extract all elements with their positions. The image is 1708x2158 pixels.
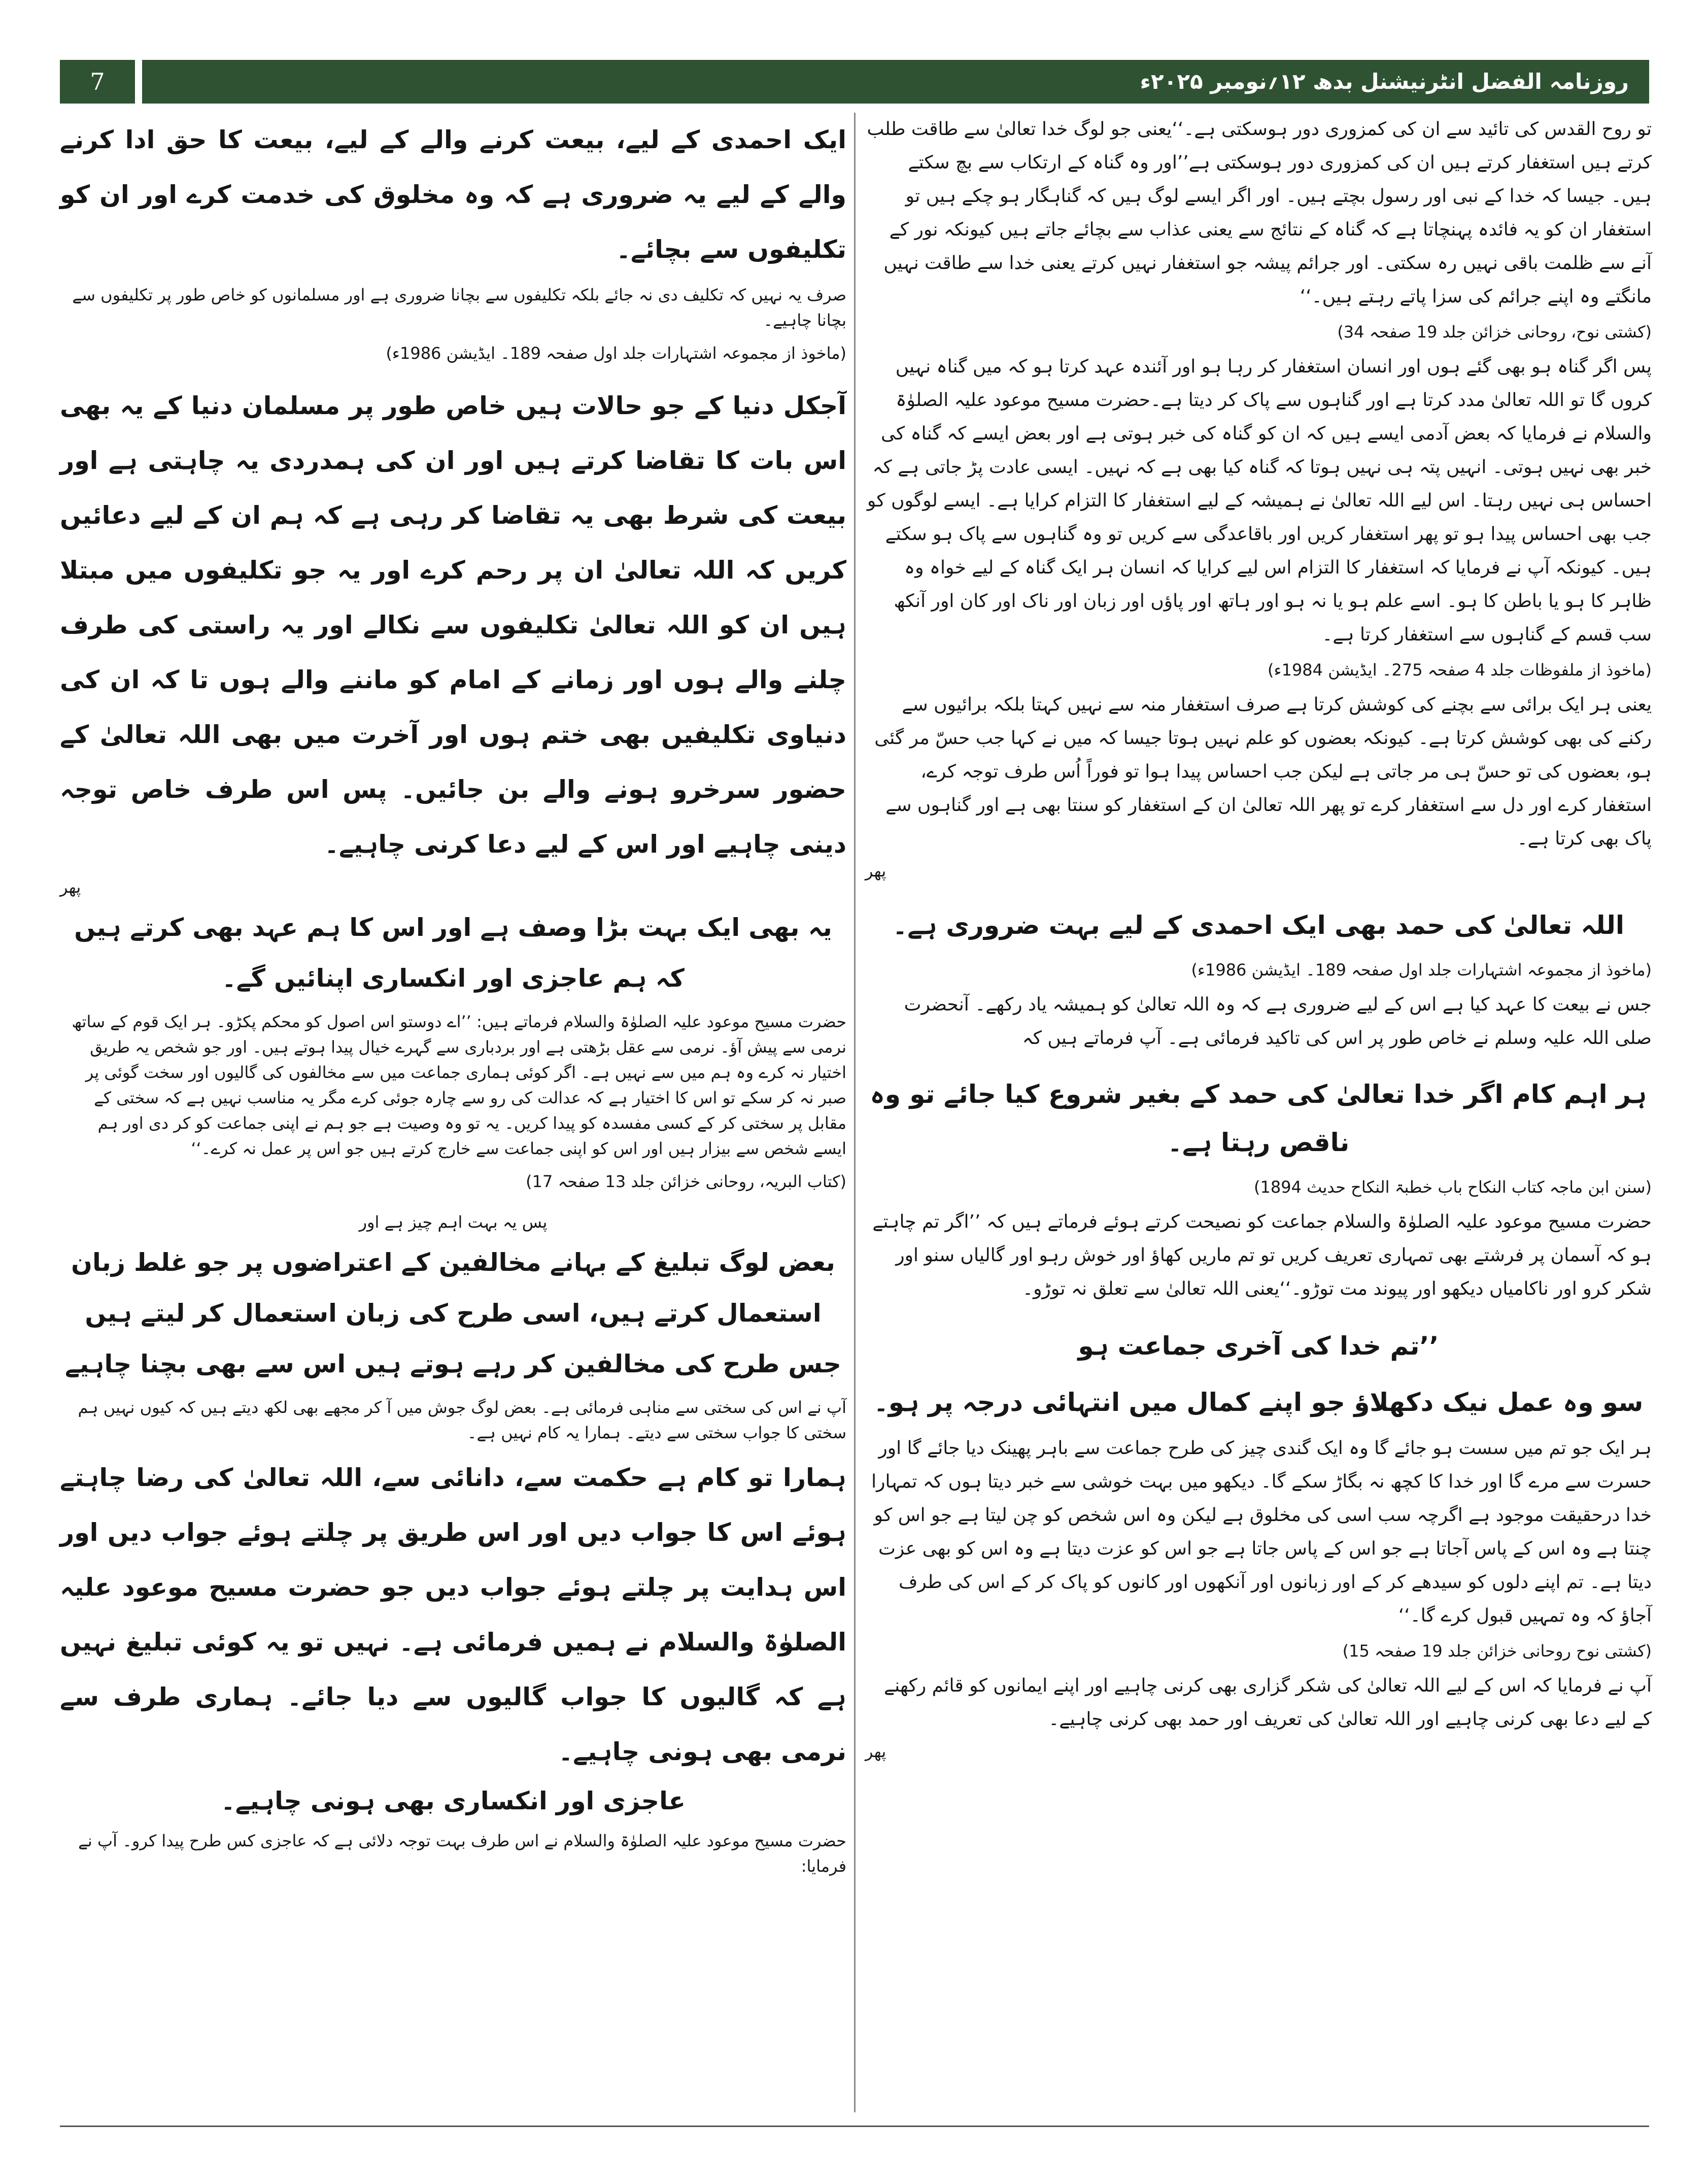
page-number: 7 (60, 60, 135, 104)
left-column (60, 113, 846, 1884)
citation: (سنن ابن ماجہ کتاب النکاح باب خطبۃ النکاح حدیث 1894) (1254, 1177, 1652, 1197)
note-text: آپ نے اس کی سختی سے مناہی فرمائی ہے۔ بعض لوگ جوش میں آ کر مجھے بھی لکھ دیتے ہیں کہ کیوں نہیں ہم سختی کا جواب سختی سے دیتے۔ ہمارا یہ کام نہیں ہے۔ (78, 1398, 846, 1442)
citation: (کتاب البریہ، روحانی خزائن جلد 13 صفحہ 17) (526, 1172, 846, 1191)
continuation-word: پھر (865, 1742, 886, 1761)
note-text: صرف یہ نہیں کہ تکلیف دی نہ جائے بلکہ تکلیفوں سے بچانا ضروری ہے اور مسلمانوں کو خاص طور پر تکلیفوں سے بچانا چاہیے۔ (72, 285, 846, 330)
section-heading: سو وہ عمل نیک دکھلاؤ جو اپنے کمال میں انتہائی درجہ پر ہو۔ (873, 1388, 1644, 1417)
section-heading: ’’تم خدا کی آخری جماعت ہو (1078, 1331, 1439, 1361)
continuation-word: پھر (865, 861, 886, 881)
section-heading: اللہ تعالیٰ کی حمد بھی ایک احمدی کے لیے بہت ضروری ہے۔ (892, 911, 1625, 940)
highlighted-paragraph: یہ بھی ایک بہت بڑا وصف ہے اور اس کا ہم عہد بھی کرتے ہیں کہ ہم عاجزی اور انکساری اپنائیں گے۔ (74, 913, 832, 993)
highlighted-paragraph: عاجزی اور انکساری بھی ہونی چاہیے۔ (221, 1786, 686, 1815)
header-bar (142, 60, 1649, 104)
highlighted-paragraph: ایک احمدی کے لیے، بیعت کرنے والے کے لیے، بیعت کا حق ادا کرنے والے کے لیے یہ ضروری ہے کہ وہ مخلوق کی خدمت کرے اور ان کو تکلیفوں سے بچائے۔ (60, 125, 846, 264)
paragraph: پس اگر گناہ ہو بھی گئے ہوں اور انسان استغفار کر رہا ہو اور آئندہ عہد کرتا ہو کہ میں گناہ نہیں کروں گا تو اللہ تعالیٰ مدد کرتا ہے اور گناہوں سے پاک کر دیتا ہے۔حضرت مسیح موعود علیہ الصلوٰۃ والسلام نے فرمایا کہ بعض آدمی ایسے ہیں کہ ان کو گناہ کی خبر ہوتی ہے اور بعض ایسے کہ گناہ کی خبر بھی نہیں ہوتی۔ انہیں پتہ ہی نہیں ہوتا کہ گناہ کیا بھی ہے کہ نہیں۔ ایسی عادت پڑ جاتی ہے کہ احساس ہی نہیں رہتا۔ اس لیے اللہ تعالیٰ نے ہمیشہ کے لیے استغفار کا التزام کرایا ہے۔ ایسے لوگوں کو جب بھی احساس پیدا ہو تو پھر استغفار کریں اور باقاعدگی سے کریں تو وہ گناہوں سے پاک ہو سکتے ہیں۔ کیونکہ آپ نے فرمایا کہ استغفار کا التزام اس لیے کرایا کہ انسان ہر ایک گناہ کے لیے خواہ وہ ظاہر کا ہو یا باطن کا ہو۔ اسے علم ہو یا نہ ہو اور ہاتھ اور پاؤں اور زبان اور ناک اور کان اور آنکھ سب قسم کے گناہوں سے استغفار کرتا ہے۔ (867, 356, 1652, 645)
paragraph: حضرت مسیح موعود علیہ الصلوٰۃ والسلام جماعت کو نصیحت کرتے ہوئے فرماتے ہیں کہ ’’اگر تم چاہتے ہو کہ آسمان پر فرشتے بھی تمہاری تعریف کریں تو تم ماریں کھاؤ اور خوش رہو اور گالیاں سنو اور شکر کرو اور ناکامیاں دیکھو اور پیوند مت توڑو۔‘‘یعنی اللہ تعالیٰ سے تعلق نہ توڑو۔ (872, 1211, 1652, 1299)
intro-text: پس یہ بہت اہم چیز ہے اور (359, 1212, 548, 1232)
citation: (ماخوذ از مجموعہ اشتہارات جلد اول صفحہ 189۔ ایڈیشن 1986ء) (1191, 960, 1652, 980)
continuation-word: پھر (60, 878, 81, 897)
bottom-rule (60, 2126, 1649, 2127)
newspaper-title: روزنامہ الفضل انٹرنیشنل بدھ ۱۲؍نومبر ۲۰۲۵ء (1140, 69, 1629, 94)
quote-text: حضرت مسیح موعود علیہ الصلوٰۃ والسلام فرماتے ہیں: ’’اے دوستو اس اصول کو محکم پکڑو۔ ہر ایک قوم کے ساتھ نرمی سے پیش آؤ۔ نرمی سے عقل بڑھتی ہے اور بردباری سے گہرے خیال پیدا ہوتے ہیں۔ اور جو شخص یہ طریق اختیار نہ کرے وہ ہم میں سے نہیں ہے۔ اگر کوئی ہماری جماعت میں سے مخالفوں کی گالیوں اور سخت گوئی پر صبر نہ کر سکے تو اس کا اختیار ہے کہ عدالت کی رو سے چارہ جوئی کرے مگر یہ مناسب نہیں ہے کہ سختی کے مقابل پر سختی کر کے کسی مفسدہ کو پیدا کریں۔ یہ تو وہ وصیت ہے جو ہم نے اپنی جماعت کو کر دی اور ہم ایسے شخص سے بیزار ہیں اور اس کو اپنی جماعت سے خارج کرتے ہیں جو اس پر عمل نہ کرے۔‘‘ (72, 1012, 846, 1158)
right-column (865, 113, 1652, 1767)
note-text: حضرت مسیح موعود علیہ الصلوٰۃ والسلام نے اس طرف بہت توجہ دلائی ہے کہ عاجزی کس طرح پیدا کرو۔ آپ نے فرمایا: (78, 1831, 846, 1876)
highlighted-paragraph: آجکل دنیا کے جو حالات ہیں خاص طور پر مسلمان دنیا کے یہ بھی اس بات کا تقاضا کرتے ہیں اور ان کی ہمدردی یہ چاہتی ہے اور بیعت کی شرط بھی یہ تقاضا کر رہی ہے کہ ہم ان کے لیے دعائیں کریں کہ اللہ تعالیٰ ان پر رحم کرے اور یہ جو تکلیفوں میں مبتلا ہیں ان کو اللہ تعالیٰ تکلیفوں سے نکالے اور یہ راستی کی طرف چلنے والے ہوں اور زمانے کے امام کو ماننے والے ہوں تا کہ ان کی دنیاوی تکلیفیں بھی ختم ہوں اور آخرت میں بھی اللہ تعالیٰ کے حضور سرخرو ہونے والے بن جائیں۔ پس اس طرف خاص توجہ دینی چاہیے اور اس کے لیے دعا کرنی چاہیے۔ (60, 391, 846, 859)
paragraph: ہر ایک جو تم میں سست ہو جائے گا وہ ایک گندی چیز کی طرح جماعت سے باہر پھینک دیا جائے گا اور حسرت سے مرے گا اور خدا کا کچھ نہ بگاڑ سکے گا۔ دیکھو میں بہت خوشی سے خبر دیتا ہوں کہ تمہارا خدا درحقیقت موجود ہے اگرچہ سب اسی کی مخلوق ہے لیکن وہ اس شخص کو چن لیتا ہے جو اس کو چنتا ہے وہ اس کے پاس آجاتا ہے جو اس کے پاس جاتا ہے جو اس کو عزت دیتا ہے وہ اس کو بھی عزت دیتا ہے۔ تم اپنے دلوں کو سیدھے کر کے اور زبانوں اور آنکھوں اور کانوں کو پاک کر کے اس کی طرف آجاؤ کہ وہ تمہیں قبول کرے گا۔‘‘ (871, 1438, 1652, 1626)
column-divider (854, 113, 856, 2112)
paragraph: تو روح القدس کی تائید سے ان کی کمزوری دور ہوسکتی ہے۔‘‘یعنی جو لوگ خدا تعالیٰ سے طاقت طلب کرتے ہیں استغفار کرتے ہیں ان کی کمزوری دور ہوسکتی ہے’’اور وہ گناہ کے ارتکاب سے بچ سکتے ہیں۔ جیسا کہ خدا کے نبی اور رسول بچتے ہیں۔ اور اگر ایسے لوگ ہیں کہ گناہگار ہو چکے ہیں تو استغفار ان کو یہ فائدہ پہنچاتا ہے کہ گناہ کے نتائج سے یعنی عذاب سے بچائے جاتے ہیں کیونکہ نور کے آنے سے ظلمت باقی نہیں رہ سکتی۔ اور جرائم پیشہ جو استغفار نہیں کرتے یعنی خدا سے طاقت نہیں مانگتے وہ اپنے جرائم کی سزا پاتے رہتے ہیں۔‘‘ (867, 119, 1652, 307)
citation: (کشتی نوح روحانی خزائن جلد 19 صفحہ 15) (1342, 1641, 1652, 1661)
highlighted-paragraph: بعض لوگ تبلیغ کے بہانے مخالفین کے اعتراضوں پر جو غلط زبان استعمال کرتے ہیں، اسی طرح کی زبان استعمال کر لیتے ہیں جس طرح کی مخالفین کر رہے ہوتے ہیں اس سے بھی بچنا چاہیے (65, 1248, 841, 1378)
citation: (ماخوذ از مجموعہ اشتہارات جلد اول صفحہ 189۔ ایڈیشن 1986ء) (386, 344, 846, 363)
paragraph: جس نے بیعت کا عہد کیا ہے اس کے لیے ضروری ہے کہ وہ اللہ تعالیٰ کو ہمیشہ یاد رکھے۔ آنحضرت صلی اللہ علیہ وسلم نے خاص طور پر اس کی تاکید فرمائی ہے۔ آپ فرماتے ہیں کہ (904, 994, 1652, 1049)
paragraph: یعنی ہر ایک برائی سے بچنے کی کوشش کرتا ہے صرف استغفار منہ سے نہیں کہتا بلکہ برائیوں سے رکنے کی بھی کوشش کرتا ہے۔ کیونکہ بعضوں کو علم نہیں ہوتا جیسا کہ میں نے کہا جب حسّ مر گئی ہو، بعضوں کی تو حسّ ہی مر جاتی ہے لیکن جب احساس پیدا ہوا تو فوراً اُس طرف توجہ کرے، استغفار کرے اور دل سے استغفار کرے تو پھر اللہ تعالیٰ ان کے استغفار کو سنتا بھی ہے اور گناہوں سے پاک بھی کرتا ہے۔ (874, 694, 1652, 849)
citation: (کشتی نوح، روحانی خزائن جلد 19 صفحہ 34) (1337, 322, 1652, 342)
section-heading: ہر اہم کام اگر خدا تعالیٰ کی حمد کے بغیر شروع کیا جائے تو وہ ناقص رہتا ہے۔ (870, 1080, 1647, 1157)
citation: (ماخوذ از ملفوظات جلد 4 صفحہ 275۔ ایڈیشن 1984ء) (1268, 660, 1652, 680)
paragraph: آپ نے فرمایا کہ اس کے لیے اللہ تعالیٰ کی شکر گزاری بھی کرنی چاہیے اور اپنے ایمانوں کو قائم رکھنے کے لیے دعا بھی کرنی چاہیے اور اللہ تعالیٰ کی تعریف اور حمد بھی کرنی چاہیے۔ (884, 1675, 1652, 1730)
highlighted-paragraph: ہمارا تو کام ہے حکمت سے، دانائی سے، اللہ تعالیٰ کی رضا چاہتے ہوئے اس کا جواب دیں اور اس طریق پر چلتے ہوئے جواب دیں اور اس ہدایت پر چلتے ہوئے جواب دیں جو حضرت مسیح موعود علیہ الصلوٰۃ والسلام نے ہمیں فرمائی ہے۔ نہیں تو یہ کوئی تبلیغ نہیں ہے کہ گالیوں کا جواب گالیوں سے دیا جائے۔ ہماری طرف سے نرمی بھی ہونی چاہیے۔ (60, 1463, 846, 1766)
